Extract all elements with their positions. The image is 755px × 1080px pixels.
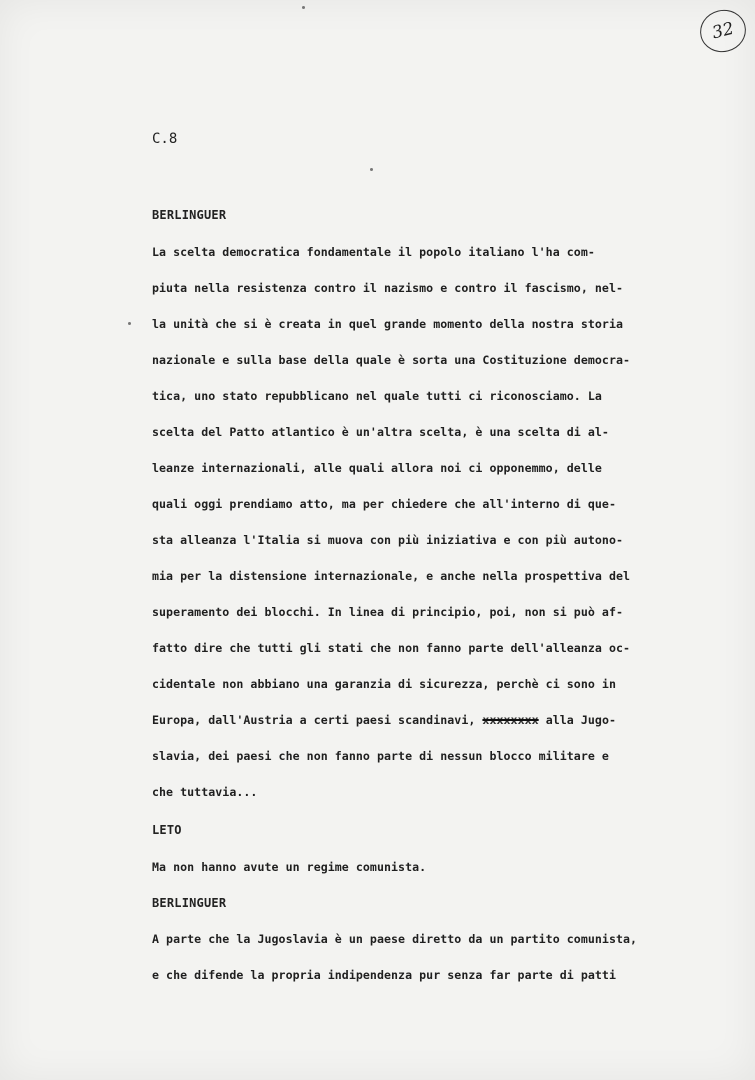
text-line: piuta nella resistenza contro il nazismo e contro il fascismo, nel-	[152, 281, 624, 295]
text-line: scelta del Patto atlantico è un'altra scelta, è una scelta di al-	[152, 425, 609, 439]
leto-remark: Ma non hanno avute un regime comunista.	[152, 860, 427, 874]
struck-out-word: xxxxxxxx	[482, 713, 539, 727]
text-line: La scelta democratica fondamentale il popolo italiano l'ha com-	[152, 245, 595, 259]
text-line: e che difende la propria indipendenza pur senza far parte di patti	[152, 968, 616, 982]
speaker-name: BERLINGUER	[152, 208, 227, 222]
text-line: la unità che si è creata in quel grande momento della nostra storia	[152, 317, 624, 331]
speaker-name: LETO	[152, 823, 182, 837]
speaker-name: BERLINGUER	[152, 896, 227, 910]
text-line: fatto dire che tutti gli stati che non fanno parte dell'alleanza oc-	[152, 641, 631, 655]
text-line: che tuttavia...	[152, 785, 258, 799]
text-segment: alla Jugo-	[538, 713, 617, 727]
text-line: quali oggi prendiamo atto, ma per chiedere che all'interno di que-	[152, 497, 616, 511]
text-line: superamento dei blocchi. In linea di principio, poi, non si può af-	[152, 605, 624, 619]
text-line-with-strikeout	[152, 713, 616, 727]
text-line: slavia, dei paesi che non fanno parte di nessun blocco militare e	[152, 749, 609, 763]
text-line: A parte che la Jugoslavia è un paese diretto da un partito comunista,	[152, 932, 638, 946]
handwritten-page-number: 32	[696, 5, 751, 57]
paper-speck	[302, 6, 305, 9]
paper-speck	[370, 168, 373, 171]
section-code: C.8	[152, 131, 178, 147]
text-segment: Europa, dall'Austria a certi paesi scandinavi,	[152, 713, 483, 727]
text-line: cidentale non abbiano una garanzia di sicurezza, perchè ci sono in	[152, 677, 616, 691]
text-line: tica, uno stato repubblicano nel quale tutti ci riconosciamo. La	[152, 389, 602, 403]
text-line: mia per la distensione internazionale, e anche nella prospettiva del	[152, 569, 631, 583]
paper-speck	[128, 322, 131, 325]
text-line: sta alleanza l'Italia si muova con più iniziativa e con più autono-	[152, 533, 624, 547]
text-line: nazionale e sulla base della quale è sorta una Costituzione democra-	[152, 353, 631, 367]
text-line: leanze internazionali, alle quali allora noi ci opponemmo, delle	[152, 461, 602, 475]
